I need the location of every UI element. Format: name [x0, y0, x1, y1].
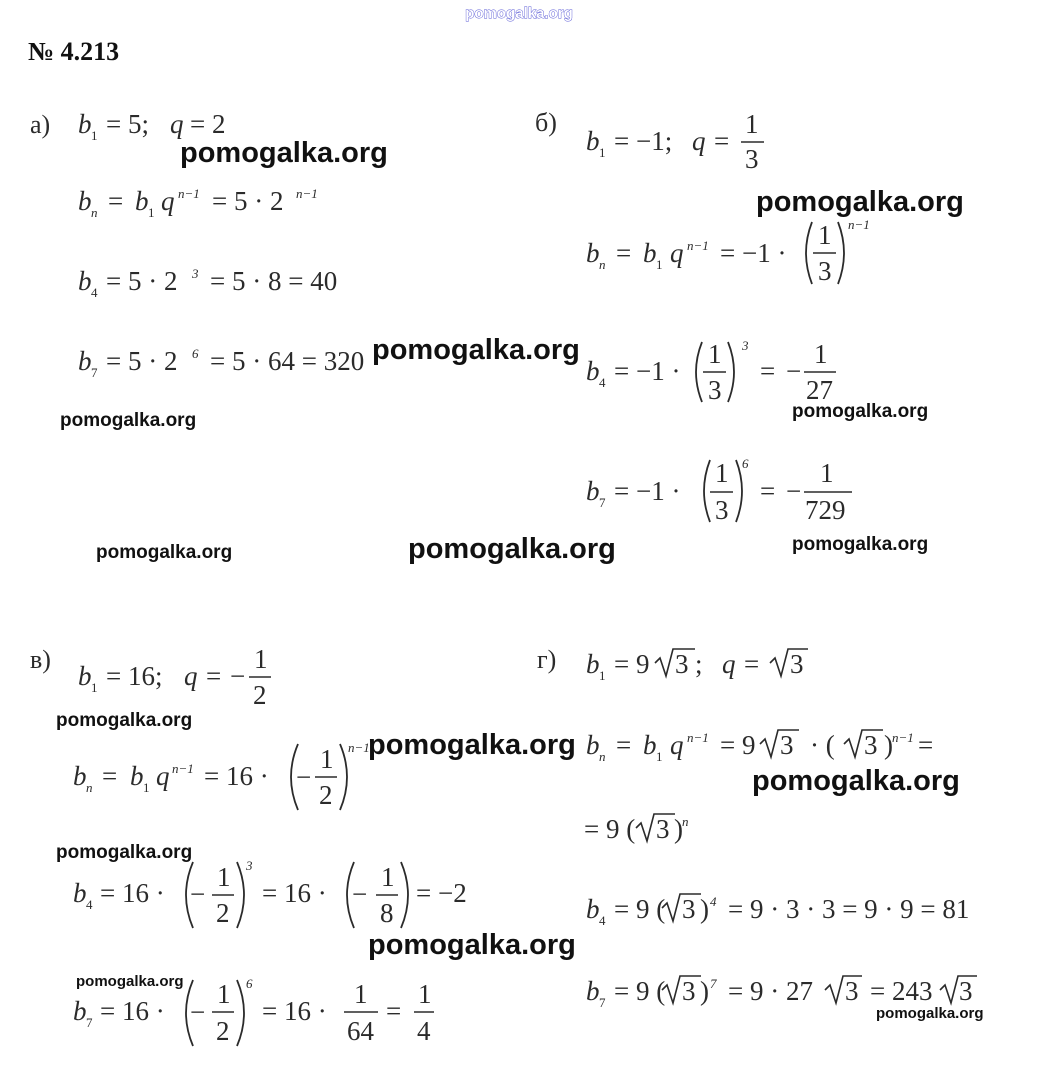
b-bn-paren-left [806, 222, 812, 284]
v-q-symbol: q [184, 661, 198, 691]
watermark: pomogalka.org [752, 765, 960, 797]
g-bn-symbol: b [586, 730, 600, 760]
b-bn-q: q [670, 238, 684, 268]
g-cont-sqrt3: 3 [656, 814, 670, 844]
b-bn-rhs: = −1 · [720, 238, 787, 268]
v-bn-rhs: = 16 · [204, 761, 269, 791]
part-v-label: в) [30, 645, 51, 674]
b-b7-minus: − [786, 476, 802, 506]
b-b7-exp: 6 [742, 456, 749, 471]
g-bn-exp: n−1 [892, 730, 914, 745]
v-b4-minus: − [190, 879, 206, 909]
a-b4-symbol: b [78, 266, 92, 296]
b-bn-q-exp: n−1 [687, 238, 709, 253]
b-b4-paren-left [696, 342, 702, 402]
a-q-symbol: q [170, 109, 184, 139]
g-bn-sqrt3: 3 [780, 730, 794, 760]
top-watermark: pomogalka.org [465, 5, 573, 22]
v-bn-q-exp: n−1 [172, 761, 194, 776]
b-bn-index: n [599, 257, 606, 272]
g-bn-close: ) [884, 730, 893, 760]
b-b7-rhs: = −1 · [614, 476, 681, 506]
watermark: pomogalka.org [756, 186, 964, 218]
v-b7-res-den: 4 [417, 1016, 431, 1046]
a-b4-index: 4 [91, 285, 98, 300]
a-q-value: = 2 [190, 109, 226, 139]
g-bn-b: b [643, 730, 657, 760]
b-b7-index: 7 [599, 495, 606, 510]
b-b4-minus: − [786, 356, 802, 386]
b-b7-num: 1 [715, 458, 729, 488]
a-bn-index: n [91, 205, 98, 220]
v-b7-num: 1 [217, 979, 231, 1009]
g-b4-close: ) [700, 894, 709, 924]
v-bn-exp: n−1 [348, 740, 370, 755]
b-b7-paren-left [704, 460, 710, 522]
v-b7-den: 2 [216, 1016, 230, 1046]
a-b7-symbol: b [78, 346, 92, 376]
g-b4-index: 4 [599, 913, 606, 928]
a-bn-eq: = [108, 186, 124, 216]
g-b1-sqrt3: 3 [675, 649, 689, 679]
b-b7-den: 3 [715, 495, 729, 525]
g-b4-result: = 9 · 3 · 3 = 9 · 9 = 81 [728, 894, 970, 924]
b-bn-num: 1 [818, 220, 832, 250]
v-b4-mid: = 16 · [262, 878, 327, 908]
b-b4-eq: = [760, 356, 776, 386]
b-bn-symbol: b [586, 238, 600, 268]
b-b4-den: 3 [708, 375, 722, 405]
part-g [537, 645, 977, 1010]
b-q-den: 3 [745, 144, 759, 174]
watermark: pomogalka.org [56, 842, 193, 863]
a-bn-b1-index: 1 [148, 205, 155, 220]
watermark: pomogalka.org [372, 334, 580, 366]
watermark: pomogalka.org [60, 410, 197, 431]
b-b4-symbol: b [586, 356, 600, 386]
part-b [535, 108, 870, 525]
v-bn-paren-right [340, 744, 347, 810]
g-b1-semi: ; [695, 649, 703, 679]
b-b7-res-num: 1 [820, 458, 834, 488]
g-bn-eq: = [616, 730, 632, 760]
g-cont-exp: n [682, 814, 689, 829]
v-bn-num: 1 [320, 744, 334, 774]
v-q-den: 2 [253, 680, 267, 710]
watermark: pomogalka.org [76, 973, 184, 990]
watermark: pomogalka.org [792, 534, 929, 555]
v-q-num: 1 [254, 644, 268, 674]
g-b1-index: 1 [599, 668, 606, 683]
g-b-symbol: b [586, 649, 600, 679]
a-bn-q-exp: n−1 [178, 186, 200, 201]
v-b7-eq: = [386, 996, 402, 1026]
a-b4-rhs2: = 5 · 8 = 40 [210, 266, 338, 296]
b-q-eq: = [714, 126, 730, 156]
v-bn-den: 2 [319, 780, 333, 810]
g-b1-value: = 9 [614, 649, 650, 679]
a-b7-exp: 6 [192, 346, 199, 361]
g-bn-mid: · ( [810, 730, 835, 760]
b-q-num: 1 [745, 109, 759, 139]
g-b4-symbol: b [586, 894, 600, 924]
g-b4-rhs: = 9 ( [614, 894, 666, 924]
v-b4-index: 4 [86, 897, 93, 912]
a-b7-index: 7 [91, 365, 98, 380]
v-bn-b: b [130, 761, 144, 791]
v-b1-index: 1 [91, 680, 98, 695]
watermark: pomogalka.org [96, 542, 233, 563]
g-b4-exp: 4 [710, 894, 717, 909]
g-b4-sqrt3: 3 [682, 894, 696, 924]
g-bn-index: n [599, 749, 606, 764]
b-b4-res-num: 1 [814, 339, 828, 369]
v-bn-minus: − [296, 762, 312, 792]
v-b7-symbol: b [73, 996, 87, 1026]
b-b1-value: = −1; [614, 126, 673, 156]
v-bn-index: n [86, 780, 93, 795]
v-q-eq: = [206, 661, 222, 691]
v-b7-mid: = 16 · [262, 996, 327, 1026]
watermark: pomogalka.org [368, 929, 576, 961]
b-b4-rhs: = −1 · [614, 356, 681, 386]
b-bn-eq: = [616, 238, 632, 268]
b-b-symbol: b [586, 126, 600, 156]
g-b7-close: ) [700, 976, 709, 1006]
g-bn-rhs: = 9 [720, 730, 756, 760]
a-bn-q: q [161, 186, 175, 216]
a-bn-rhs: = 5 · 2 [212, 186, 284, 216]
v-b1-value: = 16; [106, 661, 163, 691]
v-b7-minus: − [190, 997, 206, 1027]
part-g-label: г) [537, 645, 557, 674]
v-b-symbol: b [78, 661, 92, 691]
g-b7-sqrt3-3: 3 [959, 976, 973, 1006]
g-b7-index: 7 [599, 995, 606, 1010]
v-q-minus: − [230, 661, 246, 691]
g-bn-b1-index: 1 [656, 749, 663, 764]
watermark: pomogalka.org [792, 401, 929, 422]
v-b4-result: = −2 [416, 878, 467, 908]
g-q-sqrt3: 3 [790, 649, 804, 679]
v-b7-den2: 64 [347, 1016, 374, 1046]
b-bn-b: b [643, 238, 657, 268]
part-a-label: а) [30, 110, 51, 139]
v-b4-den2: 8 [380, 898, 394, 928]
b-bn-den: 3 [818, 256, 832, 286]
g-cont-start: = 9 ( [584, 814, 636, 844]
g-b7-symbol: b [586, 976, 600, 1006]
a-b1-index: 1 [91, 128, 98, 143]
b-b4-paren-right [728, 342, 734, 402]
v-b7-res-num: 1 [418, 979, 432, 1009]
v-b4-minus2: − [352, 879, 368, 909]
g-b7-sqrt3-2: 3 [845, 976, 859, 1006]
watermark: pomogalka.org [180, 137, 388, 169]
v-bn-b1-index: 1 [143, 780, 150, 795]
b-b4-num: 1 [708, 339, 722, 369]
a-b1-value: = 5; [106, 109, 149, 139]
b-bn-exp: n−1 [848, 217, 870, 232]
g-bn-sqrt3-2: 3 [864, 730, 878, 760]
watermark: pomogalka.org [876, 1005, 984, 1022]
g-b7-result: = 243 [870, 976, 933, 1006]
v-b7-exp: 6 [246, 976, 253, 991]
v-b4-num2: 1 [381, 862, 395, 892]
b-bn-paren-right [838, 222, 844, 284]
v-b4-paren2-right [401, 862, 408, 928]
g-cont-close: ) [674, 814, 683, 844]
v-b4-den: 2 [216, 898, 230, 928]
g-q-part: q = [722, 649, 761, 679]
v-b7-index: 7 [86, 1015, 93, 1030]
a-b-symbol: b [78, 109, 92, 139]
v-b7-rhs: = 16 · [100, 996, 165, 1026]
v-bn-q: q [156, 761, 170, 791]
b-b7-res-den: 729 [805, 495, 846, 525]
b-b7-symbol: b [586, 476, 600, 506]
b-b4-exp: 3 [742, 338, 749, 353]
watermark: pomogalka.org [368, 729, 576, 761]
v-b4-exp: 3 [246, 858, 253, 873]
g-b7-exp: 7 [710, 976, 717, 991]
v-b7-num2: 1 [354, 979, 368, 1009]
a-b4-rhs1: = 5 · 2 [106, 266, 178, 296]
b-b4-res-den: 27 [806, 375, 833, 405]
b-b1-index: 1 [599, 145, 606, 160]
g-bn-q: q [670, 730, 684, 760]
task-title: № 4.213 [28, 37, 120, 66]
b-b7-eq: = [760, 476, 776, 506]
g-b7-rhs: = 9 ( [614, 976, 666, 1006]
g-bn-eq2: = [918, 730, 934, 760]
v-b4-symbol: b [73, 878, 87, 908]
watermark: pomogalka.org [408, 533, 616, 565]
b-q-symbol: q [692, 126, 706, 156]
v-b7-paren-right [237, 980, 244, 1046]
g-bn-q-exp: n−1 [687, 730, 709, 745]
a-bn-rhs-exp: n−1 [296, 186, 318, 201]
b-b4-index: 4 [599, 375, 606, 390]
v-b4-paren-right [237, 862, 244, 928]
a-b7-rhs1: = 5 · 2 [106, 346, 178, 376]
g-b7-mid: = 9 · 27 [728, 976, 813, 1006]
v-b4-rhs: = 16 · [100, 878, 165, 908]
watermark: pomogalka.org [56, 710, 193, 731]
b-bn-b1-index: 1 [656, 257, 663, 272]
v-bn-eq: = [102, 761, 118, 791]
part-b-label: б) [535, 108, 557, 137]
a-bn-symbol: b [78, 186, 92, 216]
a-bn-b: b [135, 186, 149, 216]
v-b4-num: 1 [217, 862, 231, 892]
a-b7-rhs2: = 5 · 64 = 320 [210, 346, 365, 376]
g-b7-sqrt3: 3 [682, 976, 696, 1006]
a-b4-exp: 3 [192, 266, 199, 281]
v-bn-symbol: b [73, 761, 87, 791]
